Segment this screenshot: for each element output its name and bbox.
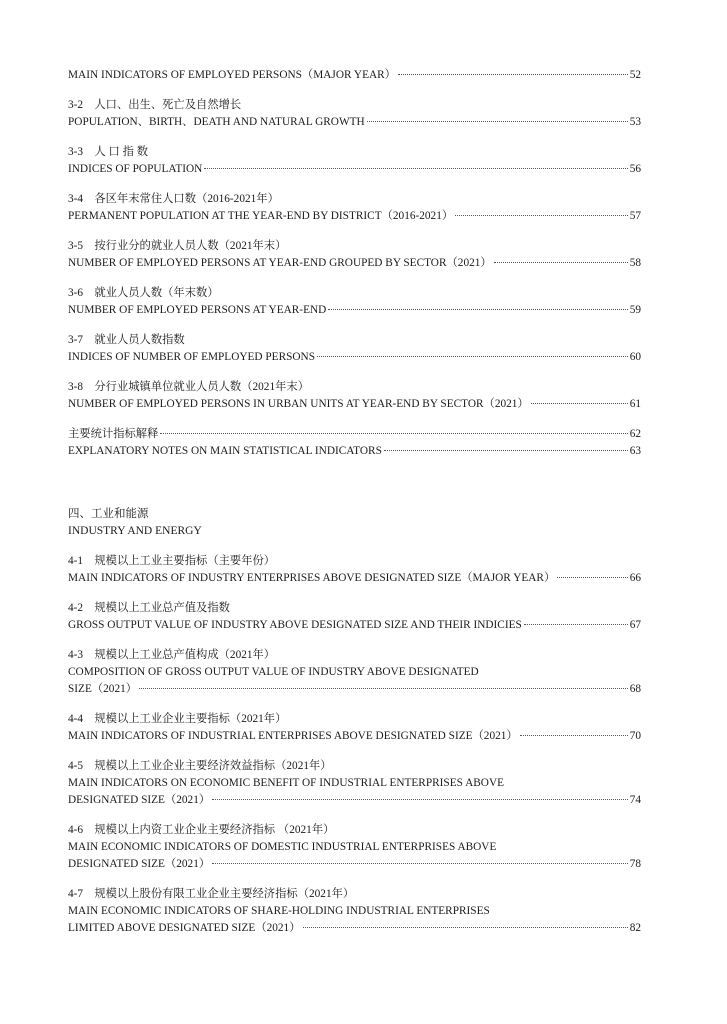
dot-leader [139, 687, 628, 689]
toc-title-line [68, 553, 641, 570]
toc-link-line[interactable] [68, 302, 641, 319]
toc-entry [68, 67, 641, 84]
page-number: 74 [629, 794, 641, 806]
page-number: 63 [629, 445, 641, 457]
page-number: 67 [629, 619, 641, 631]
toc-link-line[interactable] [68, 570, 641, 587]
toc-title-line [68, 775, 641, 792]
toc-entry [68, 97, 641, 131]
toc-title-line [68, 332, 641, 349]
toc-link-line[interactable] [68, 617, 641, 634]
toc-entry [68, 822, 641, 873]
dot-leader [303, 926, 628, 928]
toc-entry [68, 886, 641, 937]
toc-link-line[interactable] [68, 349, 641, 366]
toc-link-line[interactable] [68, 161, 641, 178]
page-number: 60 [629, 351, 641, 363]
entry-title: 4-1 规模以上工业主要指标（主要年份） [68, 555, 276, 567]
page-number: 57 [629, 210, 641, 222]
entry-title: 3-7 就业人员人数指数 [68, 334, 185, 346]
entry-title: POPULATION、BIRTH、DEATH AND NATURAL GROWTH [68, 116, 365, 128]
entry-title: MAIN INDICATORS OF EMPLOYED PERSONS（MAJOR YEAR） [68, 69, 396, 81]
dot-leader [328, 308, 627, 310]
dot-leader [520, 734, 628, 736]
toc-title-line [68, 822, 641, 839]
page-number: 68 [629, 683, 641, 695]
toc-entry [68, 285, 641, 319]
toc-link-line[interactable] [68, 728, 641, 745]
toc-entry [68, 553, 641, 587]
dot-leader [384, 449, 628, 451]
dot-leader [317, 355, 628, 357]
entry-title: NUMBER OF EMPLOYED PERSONS IN URBAN UNITS AT YEAR-END BY SECTOR（2021） [68, 398, 529, 410]
toc-entry [68, 600, 641, 634]
page-number: 61 [629, 398, 641, 410]
toc-entry [68, 238, 641, 272]
entry-title: 主要统计指标解释 [68, 428, 159, 440]
page-number: 70 [629, 730, 641, 742]
page-number: 78 [629, 858, 641, 870]
dot-leader [160, 432, 627, 434]
toc-link-line[interactable] [68, 114, 641, 131]
toc-entry [68, 191, 641, 225]
entry-title: LIMITED ABOVE DESIGNATED SIZE（2021） [68, 922, 301, 934]
toc-link-line[interactable] [68, 443, 641, 460]
entry-title: 3-4 各区年末常住人口数（2016-2021年） [68, 193, 279, 205]
table-of-contents [68, 67, 641, 937]
page-number: 82 [629, 922, 641, 934]
toc-title-line [68, 647, 641, 664]
page-number: 58 [629, 257, 641, 269]
dot-leader [455, 214, 628, 216]
dot-leader [398, 73, 628, 75]
entry-title: 3-8 分行业城镇单位就业人员人数（2021年末） [68, 381, 309, 393]
toc-title-line [68, 191, 641, 208]
toc-entry [68, 426, 641, 460]
toc-link-line[interactable] [68, 792, 641, 809]
toc-title-line [68, 711, 641, 728]
entry-title: DESIGNATED SIZE（2021） [68, 794, 211, 806]
toc-link-line[interactable] [68, 208, 641, 225]
entry-title: MAIN INDICATORS OF INDUSTRY ENTERPRISES ABOVE DESIGNATED SIZE（MAJOR YEAR） [68, 572, 556, 584]
entry-title: 4-5 规模以上工业企业主要经济效益指标（2021年） [68, 760, 332, 772]
entry-title: 4-6 规模以上内资工业企业主要经济指标 （2021年） [68, 824, 335, 836]
toc-title-line [68, 839, 641, 856]
dot-leader [531, 402, 628, 404]
dot-leader [557, 576, 627, 578]
entry-title: INDICES OF POPULATION [68, 163, 203, 175]
entry-title: NUMBER OF EMPLOYED PERSONS AT YEAR-END GROUPED BY SECTOR（2021） [68, 257, 492, 269]
toc-title-line [68, 285, 641, 302]
toc-title-line [68, 506, 641, 523]
entry-title: MAIN ECONOMIC INDICATORS OF SHARE-HOLDING INDUSTRIAL ENTERPRISES [68, 905, 490, 917]
toc-title-line [68, 97, 641, 114]
toc-entry [68, 379, 641, 413]
entry-title: 3-2 人口、出生、死亡及自然增长 [68, 99, 242, 111]
page-number: 59 [629, 304, 641, 316]
toc-entry [68, 647, 641, 698]
entry-title: 3-3 人 口 指 数 [68, 146, 149, 158]
entry-title: EXPLANATORY NOTES ON MAIN STATISTICAL INDICATORS [68, 445, 382, 457]
toc-link-line[interactable] [68, 856, 641, 873]
toc-link-line[interactable] [68, 920, 641, 937]
entry-title: 四、工业和能源 [68, 508, 149, 520]
dot-leader [367, 120, 628, 122]
toc-entry [68, 144, 641, 178]
toc-link-line[interactable] [68, 255, 641, 272]
toc-title-line [68, 144, 641, 161]
dot-leader [212, 862, 628, 864]
toc-title-line [68, 758, 641, 775]
section-heading [68, 506, 641, 540]
toc-entry [68, 758, 641, 809]
entry-title: GROSS OUTPUT VALUE OF INDUSTRY ABOVE DESIGNATED SIZE AND THEIR INDICIES [68, 619, 522, 631]
toc-title-line [68, 238, 641, 255]
entry-title: 3-6 就业人员人数（年末数） [68, 287, 219, 299]
page-number: 52 [629, 69, 641, 81]
entry-title: DESIGNATED SIZE（2021） [68, 858, 211, 870]
entry-title: MAIN ECONOMIC INDICATORS OF DOMESTIC INDUSTRIAL ENTERPRISES ABOVE [68, 841, 497, 853]
toc-entry [68, 332, 641, 366]
dot-leader [494, 261, 628, 263]
entry-title: COMPOSITION OF GROSS OUTPUT VALUE OF INDUSTRY ABOVE DESIGNATED [68, 666, 479, 678]
entry-title: MAIN INDICATORS ON ECONOMIC BENEFIT OF INDUSTRIAL ENTERPRISES ABOVE [68, 777, 504, 789]
page-number: 62 [629, 428, 641, 440]
entry-title: MAIN INDICATORS OF INDUSTRIAL ENTERPRISES ABOVE DESIGNATED SIZE（2021） [68, 730, 518, 742]
entry-title: SIZE（2021） [68, 683, 138, 695]
toc-title-line [68, 903, 641, 920]
entry-title: INDUSTRY AND ENERGY [68, 525, 202, 537]
toc-title-line [68, 379, 641, 396]
dot-leader [204, 167, 627, 169]
toc-title-line [68, 523, 641, 540]
dot-leader [212, 798, 628, 800]
toc-entry [68, 711, 641, 745]
entry-title: 4-4 规模以上工业企业主要指标（2021年） [68, 713, 287, 725]
toc-title-line [68, 664, 641, 681]
entry-title: INDICES OF NUMBER OF EMPLOYED PERSONS [68, 351, 315, 363]
entry-title: 3-5 按行业分的就业人员人数（2021年末） [68, 240, 287, 252]
entry-title: NUMBER OF EMPLOYED PERSONS AT YEAR-END [68, 304, 327, 316]
toc-title-line [68, 600, 641, 617]
page-number: 66 [629, 572, 641, 584]
page-number: 53 [629, 116, 641, 128]
toc-link-line[interactable] [68, 426, 641, 443]
toc-link-line[interactable] [68, 67, 641, 84]
toc-link-line[interactable] [68, 681, 641, 698]
toc-link-line[interactable] [68, 396, 641, 413]
entry-title: 4-3 规模以上工业总产值构成（2021年） [68, 649, 276, 661]
entry-title: PERMANENT POPULATION AT THE YEAR-END BY DISTRICT（2016-2021） [68, 210, 454, 222]
entry-title: 4-2 规模以上工业总产值及指数 [68, 602, 230, 614]
toc-title-line [68, 886, 641, 903]
dot-leader [524, 623, 628, 625]
page-number: 56 [629, 163, 641, 175]
entry-title: 4-7 规模以上股份有限工业企业主要经济指标（2021年） [68, 888, 355, 900]
